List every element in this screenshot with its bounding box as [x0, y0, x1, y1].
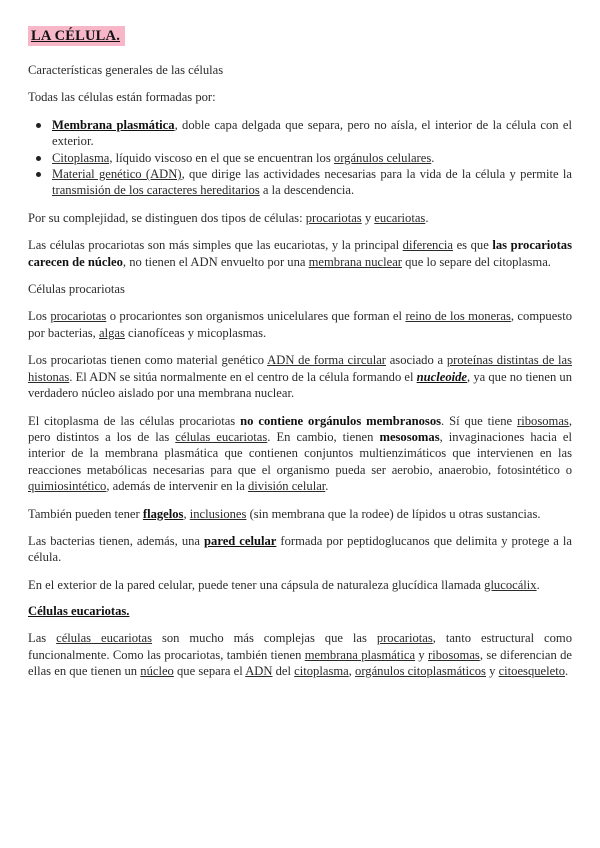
term-link[interactable]: Citoplasma,: [52, 150, 113, 165]
paragraph-simples: Las células procariotas son más simples que las eucariotas, y la principal diferencia es que las procariotas carecen de núcleo, no tienen el ADN envuelto por una membrana nuclear que lo separe del citoplasma.: [28, 238, 572, 269]
inline-link[interactable]: reino de los moneras: [405, 309, 511, 324]
inline-link[interactable]: división celular: [247, 479, 326, 494]
inline-link[interactable]: procariotas: [305, 210, 362, 225]
inline-link[interactable]: orgánulos celulares: [333, 150, 432, 165]
inline-link[interactable]: eucariotas: [374, 210, 426, 225]
inline-link[interactable]: ribosomas: [428, 647, 480, 662]
inline-link[interactable]: membrana nuclear: [308, 254, 402, 269]
paragraph-material-genetico: Los procariotas tienen como material genético ADN de forma circular asociado a proteínas distintas de las histonas. El ADN se sitúa normalmente en el centro de la célula formando el nucleoide, ya que no tienen un verdadero núcleo aislado por una membrana nuclear.: [28, 353, 572, 401]
term-link[interactable]: Material genético (ADN): [52, 167, 182, 182]
inline-link[interactable]: citoplasma: [294, 663, 349, 678]
bullet-icon: [36, 123, 41, 128]
inline-link[interactable]: ADN de forma circular: [267, 353, 386, 368]
section-heading-procariotas: Células procariotas: [28, 282, 125, 297]
term-link[interactable]: Membrana plasmática: [52, 117, 175, 132]
inline-link[interactable]: procariotas: [376, 631, 433, 646]
paragraph-pared: Las bacterias tienen, además, una pared celular formada por peptidoglucanos que delimita y protege a la célula.: [28, 533, 572, 565]
bold-text: mesosomas: [379, 429, 440, 444]
list-item: Membrana plasmática, doble capa delgada que separa, pero no aísla, el interior de la célula con el exterior.: [52, 117, 572, 150]
inline-link[interactable]: quimiosintético: [28, 479, 107, 494]
bold-text: las procariotas carecen de núcleo: [28, 238, 572, 269]
page-title: LA CÉLULA.: [28, 26, 125, 46]
inline-link[interactable]: nucleoide: [416, 369, 468, 384]
inline-link[interactable]: proteínas distintas de las histonas: [28, 353, 572, 384]
paragraph-citoplasma: El citoplasma de las células procariotas no contiene orgánulos membranosos. Sí que tiene ribosomas, pero distintos a los de las células eucariotas. En cambio, tienen mesosomas, invaginaciones hacia el interior de la membrana plasmática que contienen conjuntos multienzimáticos que intervienen en las reacciones metabólicas necesarias para que el organismo pueda ser aerobio, anaerobio, fotosintético o quimiosintético, además de intervenir en la división celular.: [28, 413, 572, 494]
intro-text: Todas las células están formadas por:: [28, 90, 216, 105]
inline-link[interactable]: flagelos: [142, 506, 184, 521]
inline-link[interactable]: pared celular: [204, 533, 277, 548]
section-heading-general: Características generales de las células: [28, 63, 224, 77]
bullet-icon: [36, 172, 41, 177]
title-wrap: [28, 26, 572, 46]
paragraph-exterior: En el exterior de la pared celular, puede tener una cápsula de naturaleza glucídica llamada glucocálix.: [28, 577, 540, 592]
section-heading-eucariotas: Células eucariotas.: [28, 604, 130, 619]
inline-link[interactable]: procariotas: [50, 309, 107, 324]
inline-link[interactable]: algas: [98, 325, 125, 340]
paragraph-los-procariotas: Los procariotas o procariontes son organismos unicelulares que forman el reino de los moneras, compuesto por bacterias, algas cianofíceas y micoplasmas.: [28, 309, 572, 340]
paragraph-flagelos: También pueden tener flagelos, inclusiones (sin membrana que la rodee) de lípidos u otras sustancias.: [28, 506, 541, 521]
list-item: Material genético (ADN), que dirige las actividades necesarias para la vida de la célula y permite la transmisión de los caracteres hereditarios a la descendencia.: [52, 166, 572, 199]
paragraph-complejidad: Por su complejidad, se distinguen dos tipos de células: procariotas y eucariotas.: [28, 210, 429, 225]
list-item: Citoplasma, líquido viscoso en el que se encuentran los orgánulos celulares.: [52, 150, 572, 166]
inline-link[interactable]: inclusiones: [189, 506, 247, 521]
inline-link[interactable]: glucocálix: [484, 577, 537, 592]
inline-link[interactable]: citoesqueleto: [498, 663, 566, 678]
bold-text: no contiene orgánulos membranosos: [240, 413, 442, 428]
paragraph-eucariotas: Las células eucariotas son mucho más complejas que las procariotas, tanto estructural como funcionalmente. Como las procariotas, también tienen membrana plasmática y ribosomas, se diferencian de ellas en que tienen un núcleo que separa el ADN del citoplasma, orgánulos citoplasmáticos y citoesqueleto.: [28, 631, 573, 678]
inline-link[interactable]: células eucariotas: [56, 631, 153, 646]
inline-link[interactable]: ADN: [245, 663, 273, 678]
components-list: [28, 117, 572, 199]
inline-link[interactable]: diferencia: [402, 238, 454, 253]
inline-link[interactable]: orgánulos citoplasmáticos: [355, 663, 486, 678]
inline-link[interactable]: núcleo: [140, 663, 174, 678]
inline-link[interactable]: células eucariotas: [175, 429, 268, 444]
inline-link[interactable]: membrana plasmática: [304, 647, 416, 662]
inline-link[interactable]: ribosomas: [517, 413, 569, 428]
inline-link[interactable]: transmisión de los caracteres hereditarios: [52, 183, 260, 198]
bullet-icon: [36, 156, 41, 161]
